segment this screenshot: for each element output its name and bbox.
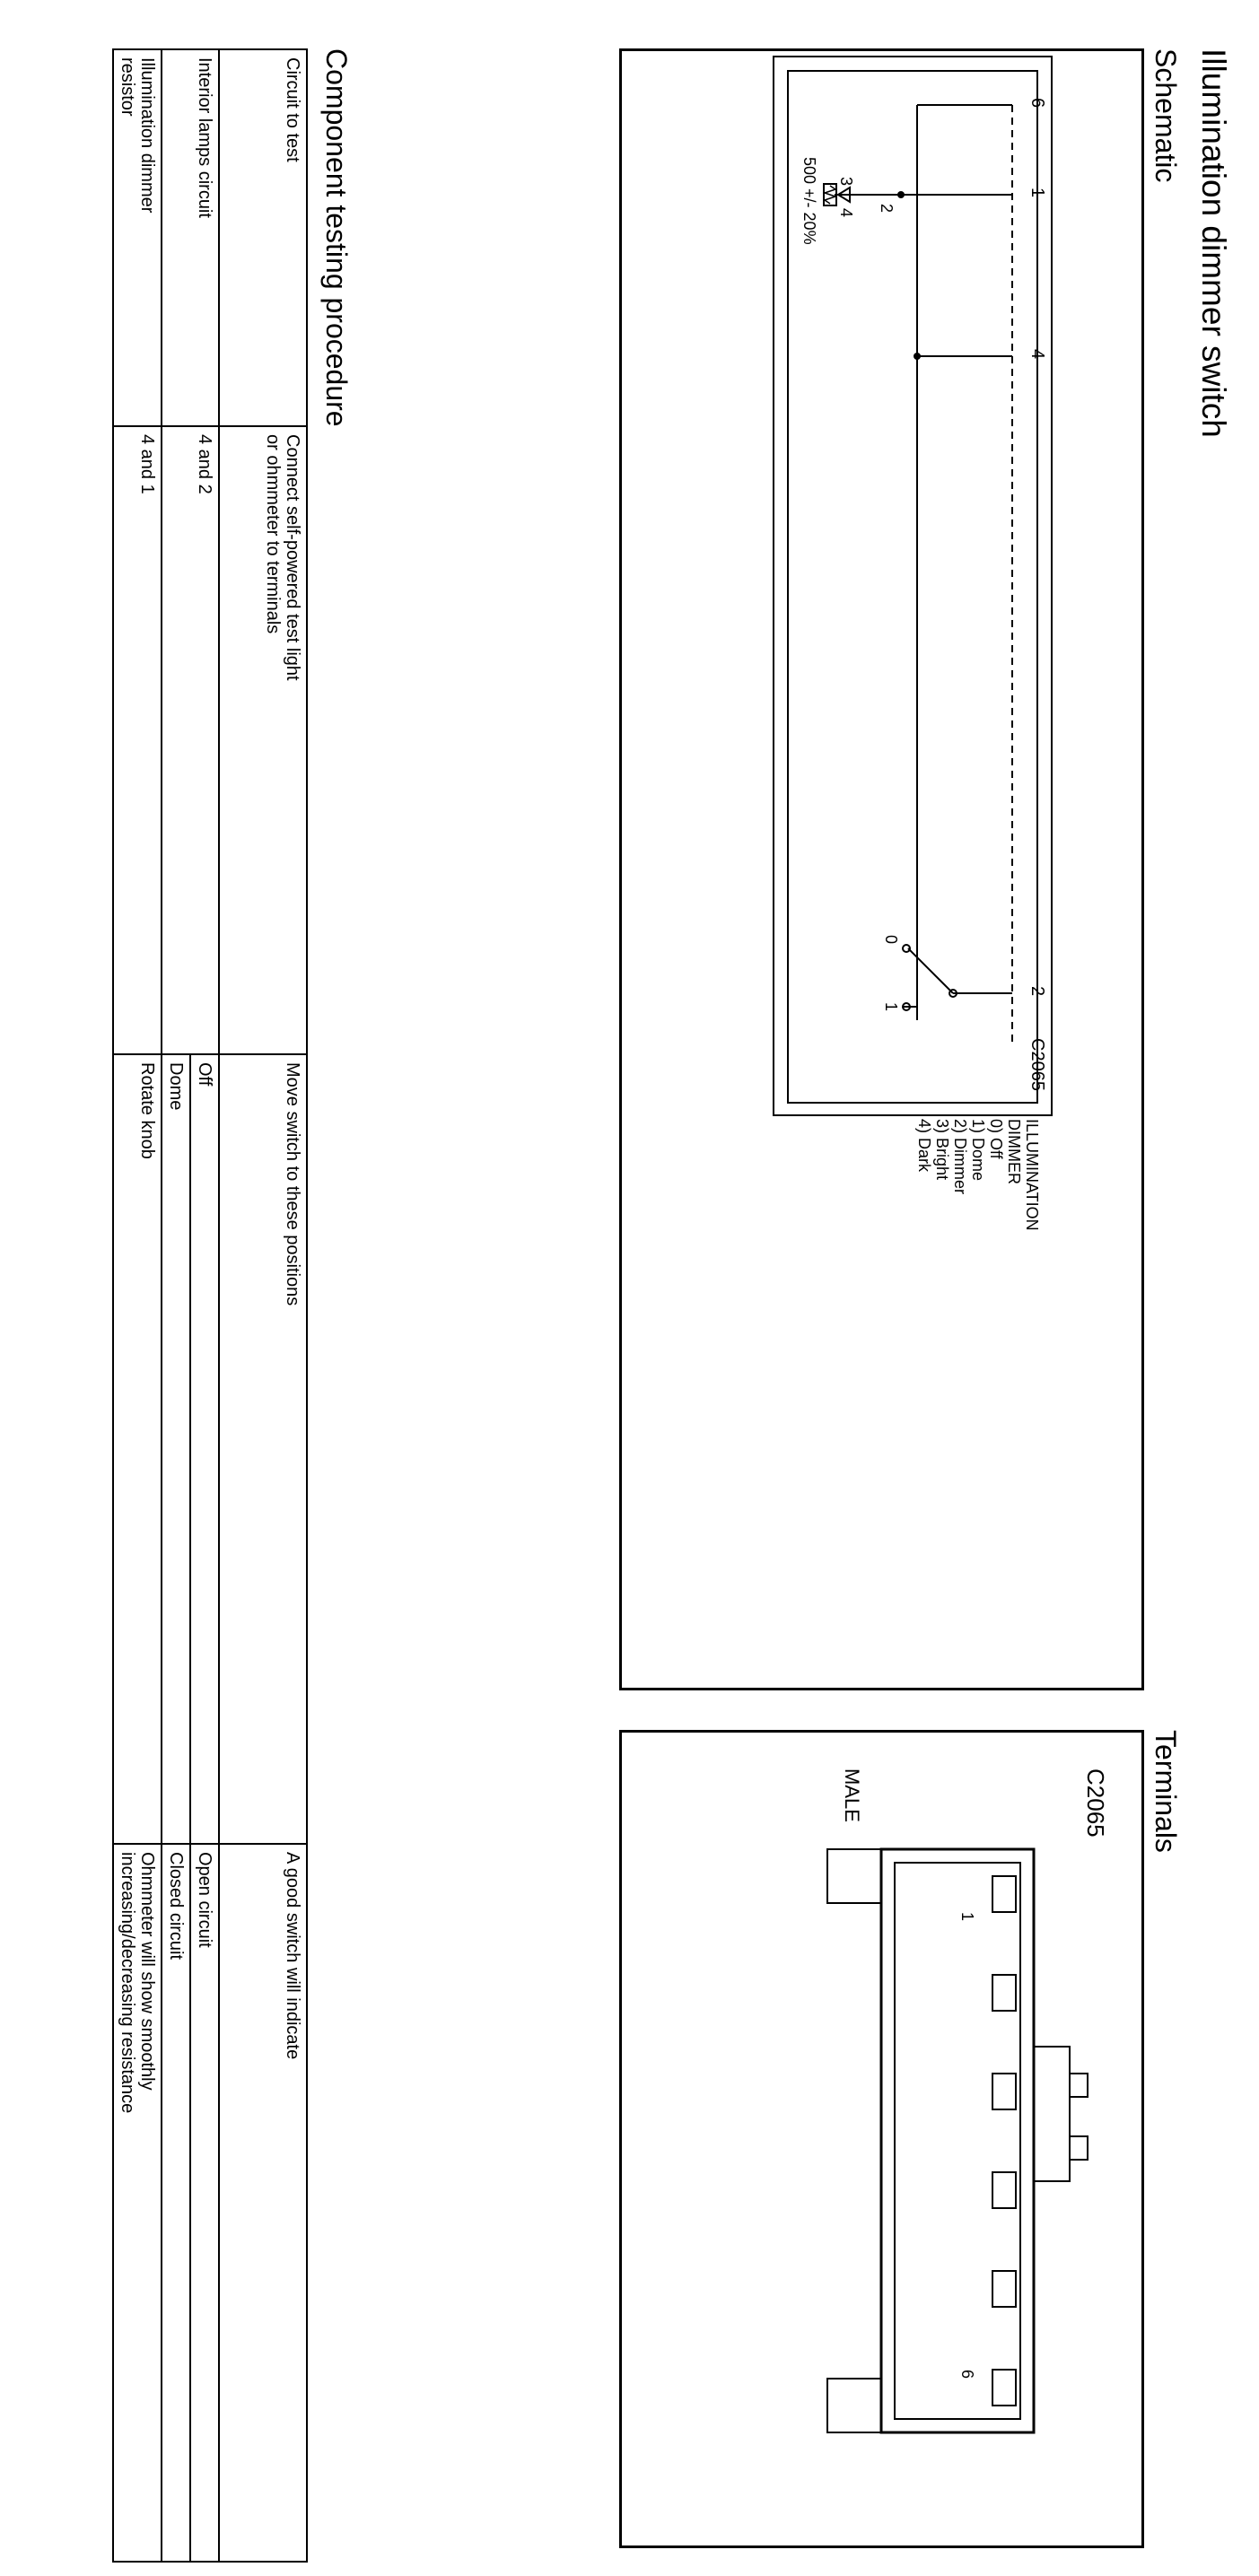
connector-inner bbox=[895, 1863, 1020, 2419]
terminal-6 bbox=[992, 2370, 1016, 2406]
junction-dot bbox=[914, 353, 921, 360]
latch-tab-right bbox=[1070, 2136, 1088, 2160]
legend-line-5: 2) Dimmer bbox=[951, 1119, 969, 1194]
switch-arm bbox=[908, 948, 953, 993]
terminals-heading: Terminals bbox=[1150, 1730, 1182, 1853]
resistor-pin-4-label: 4 bbox=[837, 208, 855, 218]
terminal-5 bbox=[992, 2271, 1016, 2307]
pin-6-number: 6 bbox=[958, 2370, 976, 2380]
col-header-circuit: Circuit to test bbox=[219, 49, 307, 426]
row-2-result-line-2: increasing/decreasing resistance bbox=[118, 1852, 137, 2114]
legend-line-1: ILLUMINATION bbox=[1023, 1119, 1041, 1231]
legend-line-3: 0) Off bbox=[987, 1119, 1005, 1159]
row-2-terminals: 4 and 1 bbox=[113, 426, 162, 1054]
row-1-position-off: Off bbox=[190, 1054, 219, 1844]
procedure-heading: Component testing procedure bbox=[320, 48, 353, 427]
connector-foot-right bbox=[827, 2379, 881, 2432]
schematic-heading: Schematic bbox=[1150, 48, 1182, 183]
row-1-terminals: 4 and 2 bbox=[162, 426, 219, 1054]
row-2-result-line-1: Ohmmeter will show smoothly bbox=[137, 1852, 157, 2091]
schematic-diagram bbox=[622, 51, 1141, 1688]
resistor-pin-2-label: 2 bbox=[878, 204, 896, 214]
row-1-result-dome: Closed circuit bbox=[162, 1844, 190, 2562]
connector-body bbox=[881, 1849, 1034, 2432]
terminal-1 bbox=[992, 1876, 1016, 1912]
legend-line-7: 4) Dark bbox=[915, 1119, 933, 1173]
connector-foot-left bbox=[827, 1849, 881, 1903]
row-2-result bbox=[113, 1844, 162, 2562]
resistor-value: 500 +/- 20% bbox=[800, 157, 818, 245]
component-inner-outline bbox=[788, 71, 1037, 1103]
schematic-frame bbox=[619, 48, 1144, 1690]
row-2-circuit-line-1: Illumination dimmer bbox=[137, 57, 157, 214]
switch-position-0: 0 bbox=[882, 935, 900, 945]
terminals-connector-label: C2065 bbox=[1082, 1768, 1109, 1838]
resistor-pin-3-label: 3 bbox=[837, 177, 855, 187]
switch-position-1: 1 bbox=[882, 1002, 900, 1012]
schematic-connector-label: C2065 bbox=[1027, 1038, 1047, 1091]
legend-line-2: DIMMER bbox=[1005, 1119, 1023, 1184]
terminal-2 bbox=[992, 1975, 1016, 2011]
legend-line-4: 1) Dome bbox=[969, 1119, 987, 1182]
connector-diagram bbox=[622, 1733, 1141, 2545]
col-header-terminals-line-1: Connect self-powered test light bbox=[283, 434, 302, 681]
col-header-result: A good switch will indicate bbox=[219, 1844, 307, 2562]
terminal-3 bbox=[992, 2074, 1016, 2109]
pin-1-number: 1 bbox=[958, 1912, 976, 1922]
resistor-zigzag bbox=[825, 186, 835, 204]
row-1-position-dome: Dome bbox=[162, 1054, 190, 1844]
pin-2-label: 2 bbox=[1027, 986, 1047, 997]
connector-latch bbox=[1034, 2047, 1070, 2181]
row-2-circuit bbox=[113, 49, 162, 426]
col-header-terminals bbox=[219, 426, 307, 1054]
terminals-frame bbox=[619, 1730, 1144, 2548]
pin-4-label: 4 bbox=[1027, 349, 1047, 360]
latch-tab-left bbox=[1070, 2074, 1088, 2097]
procedure-table bbox=[112, 48, 308, 2563]
col-header-positions: Move switch to these positions bbox=[219, 1054, 307, 1844]
row-2-circuit-line-2: resistor bbox=[118, 57, 137, 117]
row-1-result-off: Open circuit bbox=[190, 1844, 219, 2562]
table-row bbox=[113, 49, 162, 2562]
col-header-terminals-line-2: or ohmmeter to terminals bbox=[263, 434, 283, 634]
pin-1-label: 1 bbox=[1027, 188, 1047, 198]
table-row bbox=[190, 49, 219, 2562]
wiper-dot bbox=[897, 191, 905, 198]
pin-6-label: 6 bbox=[1027, 98, 1047, 109]
legend-line-6: 3) Bright bbox=[933, 1119, 951, 1181]
row-1-circuit: Interior lamps circuit bbox=[162, 49, 219, 426]
terminal-4 bbox=[992, 2172, 1016, 2208]
connector-gender-label: MALE bbox=[841, 1768, 863, 1822]
page-title: Illumination dimmer switch bbox=[1195, 48, 1232, 438]
table-header-row bbox=[219, 49, 307, 2562]
row-2-position: Rotate knob bbox=[113, 1054, 162, 1844]
